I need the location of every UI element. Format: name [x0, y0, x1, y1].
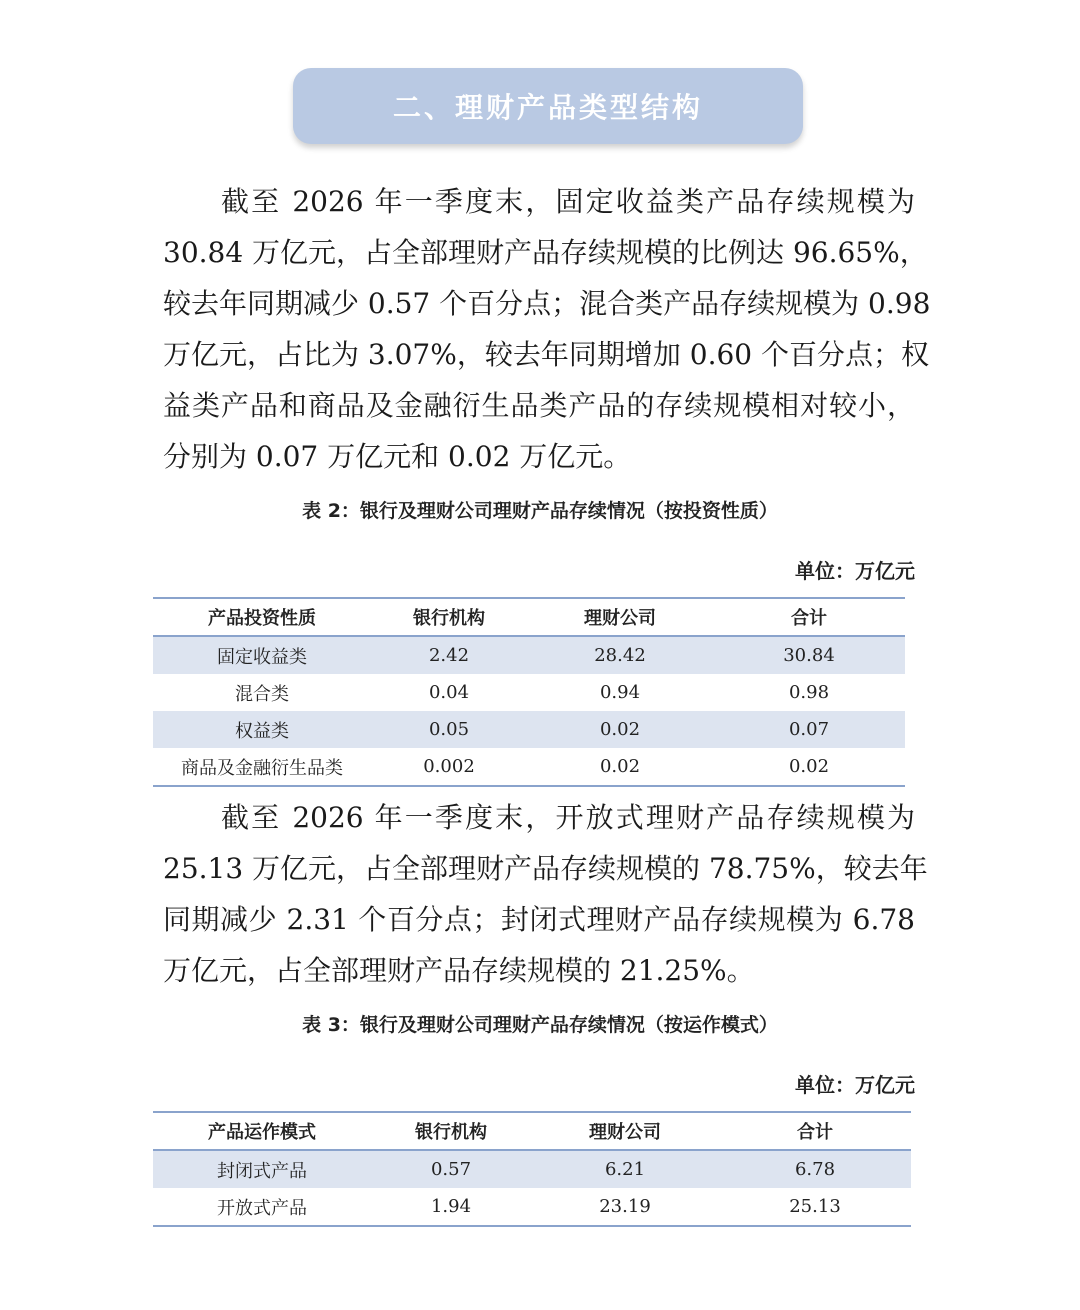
table-cell: 6.21	[531, 1150, 719, 1188]
header-cell: 合计	[713, 598, 905, 636]
table-row	[153, 1188, 911, 1226]
table2	[153, 597, 905, 787]
paragraph-line: 同期减少 2.31 个百分点；封闭式理财产品存续规模为 6.78	[163, 903, 915, 936]
section-title: 二、理财产品类型结构	[392, 91, 703, 124]
header-cell: 合计	[719, 1112, 911, 1150]
table-cell: 0.07	[713, 711, 905, 748]
paragraph-line: 25.13 万亿元，占全部理财产品存续规模的 78.75%，较去年	[163, 852, 928, 885]
table-cell: 0.05	[371, 711, 527, 748]
table3-unit: 单位：万亿元	[795, 1073, 915, 1097]
header-cell: 理财公司	[531, 1112, 719, 1150]
table-row	[153, 711, 905, 748]
paragraph-line: 截至 2026 年一季度末，开放式理财产品存续规模为	[221, 801, 915, 834]
table-cell: 0.02	[713, 748, 905, 786]
table-cell: 商品及金融衍生品类	[153, 748, 371, 786]
header-cell: 银行机构	[371, 598, 527, 636]
header-cell: 产品运作模式	[153, 1112, 371, 1150]
paragraph-line: 益类产品和商品及金融衍生品类产品的存续规模相对较小，	[163, 389, 915, 422]
table-row	[153, 1150, 911, 1188]
table3-caption: 表 3：银行及理财公司理财产品存续情况（按运作模式）	[302, 1014, 778, 1036]
paragraph-line: 截至 2026 年一季度末，固定收益类产品存续规模为	[221, 185, 915, 218]
table-cell: 封闭式产品	[153, 1150, 371, 1188]
table-cell: 23.19	[531, 1188, 719, 1226]
table-cell: 0.57	[371, 1150, 531, 1188]
table-row	[153, 636, 905, 674]
paragraph-operation-mode	[163, 792, 928, 996]
table-cell: 1.94	[371, 1188, 531, 1226]
table-row	[153, 674, 905, 711]
table-cell: 0.002	[371, 748, 527, 786]
table-cell: 开放式产品	[153, 1188, 371, 1226]
paragraph-line: 分别为 0.07 万亿元和 0.02 万亿元。	[163, 440, 632, 473]
table-header-row	[153, 1112, 911, 1150]
paragraph-fixed-income	[163, 176, 931, 482]
table-header-row	[153, 598, 905, 636]
table-cell: 6.78	[719, 1150, 911, 1188]
paragraph-line: 较去年同期减少 0.57 个百分点；混合类产品存续规模为 0.98	[163, 287, 931, 320]
table2-caption: 表 2：银行及理财公司理财产品存续情况（按投资性质）	[302, 500, 778, 522]
paragraph-line: 万亿元，占全部理财产品存续规模的 21.25%。	[163, 954, 755, 987]
table-cell: 固定收益类	[153, 636, 371, 674]
header-cell: 银行机构	[371, 1112, 531, 1150]
table-cell: 混合类	[235, 683, 289, 705]
table-cell: 25.13	[719, 1188, 911, 1226]
table-cell: 0.02	[527, 711, 713, 748]
table-cell: 28.42	[527, 636, 713, 674]
table-cell: 30.84	[713, 636, 905, 674]
section-title-banner	[293, 68, 803, 144]
table2-unit: 单位：万亿元	[795, 559, 915, 583]
header-cell: 产品投资性质	[153, 598, 371, 636]
table3	[153, 1111, 911, 1227]
table-cell: 权益类	[153, 711, 371, 748]
table-cell: 0.94	[599, 682, 641, 703]
paragraph-line: 30.84 万亿元，占全部理财产品存续规模的比例达 96.65%，	[163, 236, 928, 269]
table-cell: 0.02	[527, 748, 713, 786]
header-cell: 理财公司	[527, 598, 713, 636]
paragraph-line: 万亿元，占比为 3.07%，较去年同期增加 0.60 个百分点；权	[163, 338, 929, 371]
table-row	[153, 748, 905, 786]
table-cell: 0.98	[788, 682, 830, 703]
table-cell: 0.04	[428, 682, 470, 703]
table-cell: 2.42	[371, 636, 527, 674]
